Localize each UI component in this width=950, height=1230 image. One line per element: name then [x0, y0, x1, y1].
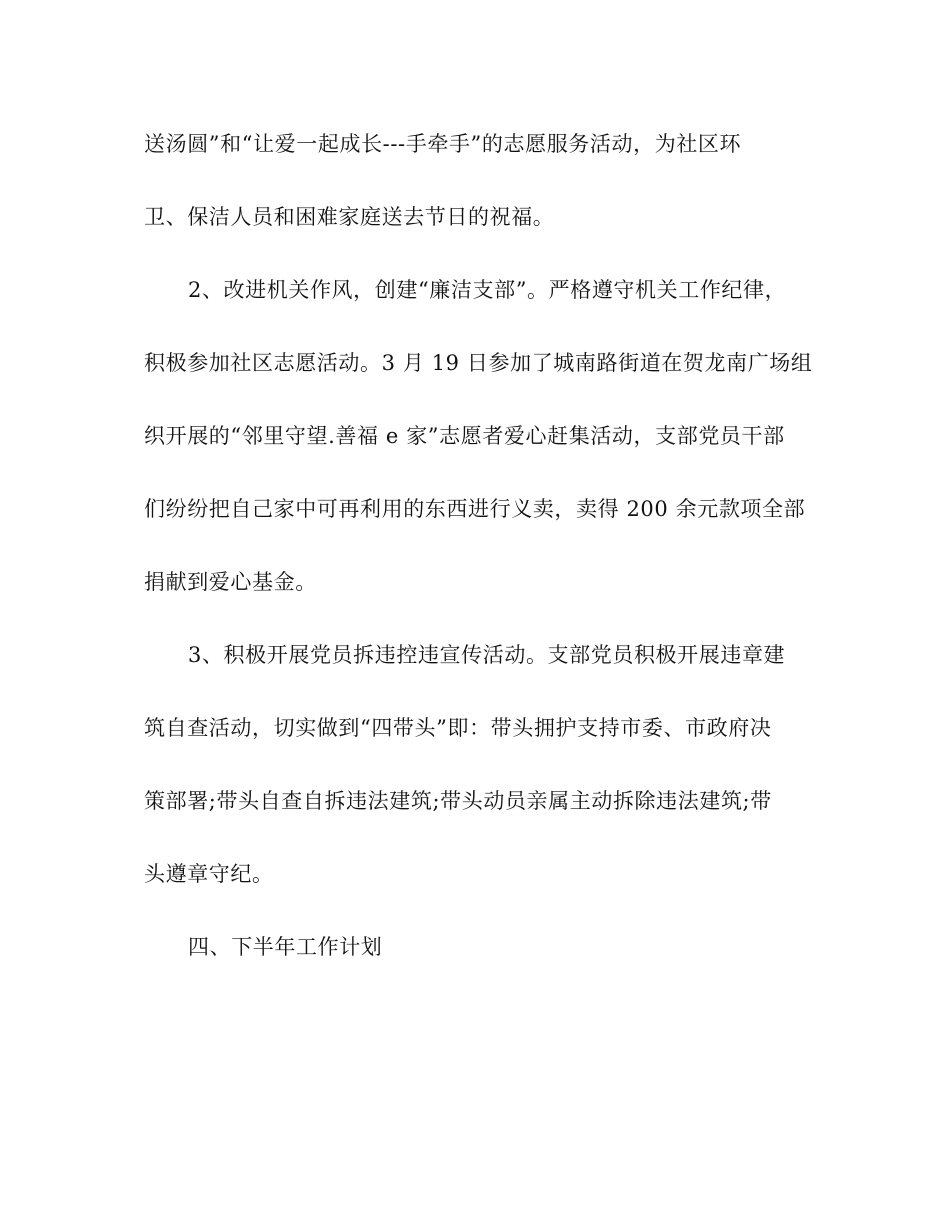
text-line: 卫、保洁人员和困难家庭送去节日的祝福。	[144, 205, 555, 229]
text-line: 们纷纷把自己家中可再利用的东西进行义卖，卖得 200 余元款项全部	[144, 497, 806, 521]
text-line: 头遵章守纪。	[144, 862, 274, 886]
text-line: 筑自查活动，切实做到“四带头”即：带头拥护支持市委、市政府决	[144, 716, 772, 740]
text-line: 2、改进机关作风，创建“廉洁支部”。严格遵守机关工作纪律，	[188, 278, 787, 302]
text-line: 织开展的“邻里守望.善福 e 家”志愿者爱心赶集活动，支部党员干部	[144, 424, 785, 448]
text-line: 捐献到爱心基金。	[144, 570, 317, 594]
text-line: 送汤圆”和“让爱一起成长---手牵手”的志愿服务活动，为社区环	[144, 132, 742, 156]
text-line: 3、积极开展党员拆违控违宣传活动。支部党员积极开展违章建	[188, 643, 786, 667]
text-line: 积极参加社区志愿活动。3 月 19 日参加了城南路街道在贺龙南广场组	[144, 351, 813, 375]
section-heading: 四、下半年工作计划	[188, 935, 383, 959]
text-line: 策部署;带头自查自拆违法建筑;带头动员亲属主动拆除违法建筑;带	[144, 789, 772, 813]
